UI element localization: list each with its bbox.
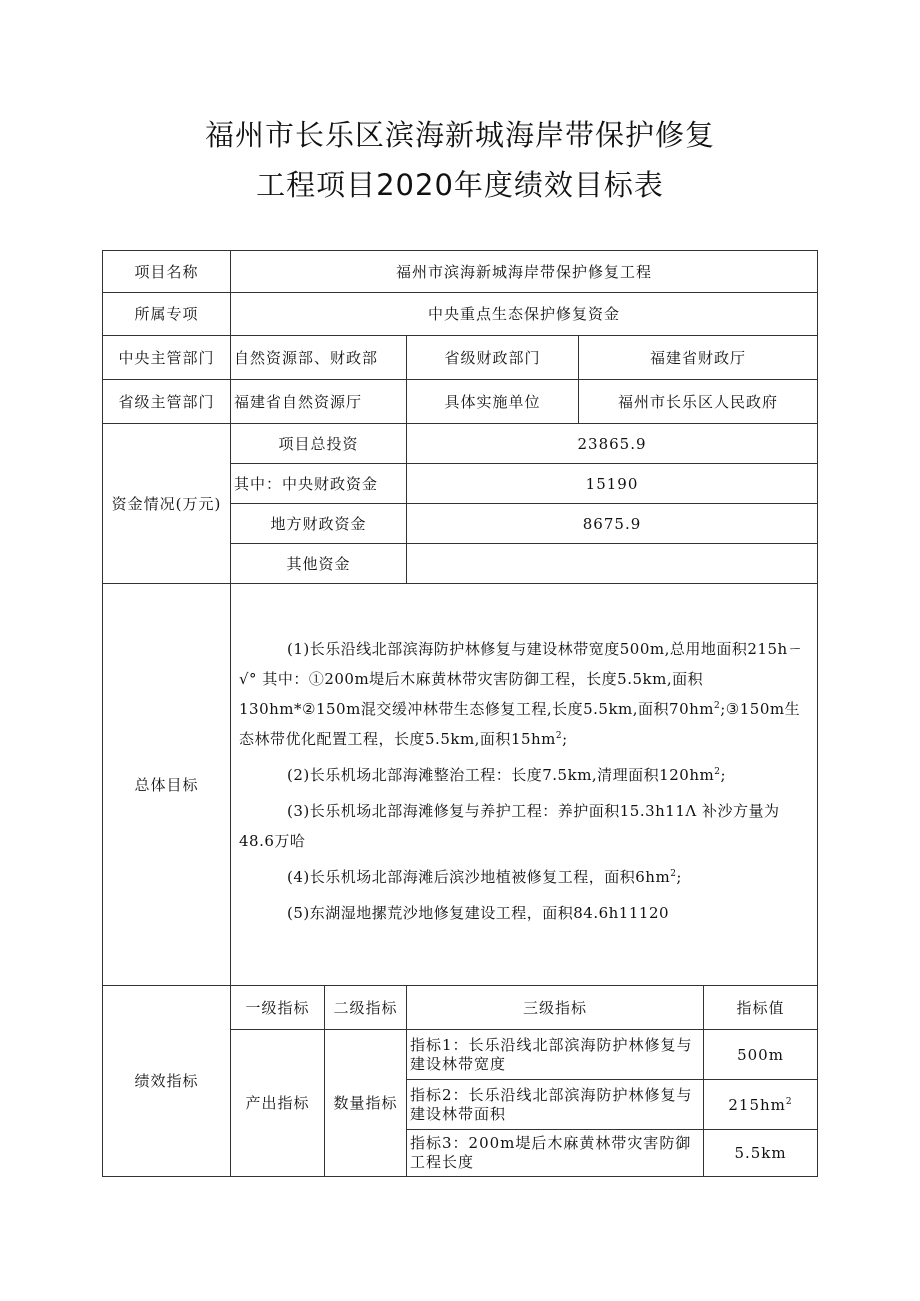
funds-central-value: 15190 xyxy=(407,464,818,504)
impl-unit-label: 具体实施单位 xyxy=(407,380,579,424)
prov-dept-label: 省级主管部门 xyxy=(103,380,231,424)
goal-item-5: (5)东湖湿地摞荒沙地修复建设工程，面积84.6h11120 xyxy=(287,904,670,922)
goals-content xyxy=(231,584,818,986)
perf-indicator-2-value: $215hm^2$ xyxy=(704,1080,818,1130)
perf-header-level2: 二级指标 xyxy=(325,986,407,1030)
goal-item-2: (2)长乐机场北部海滩整治工程：长度7.5km,清理面积$120hm^2$; xyxy=(287,766,726,784)
funds-label: 资金情况(万元) xyxy=(103,424,231,584)
central-dept-label: 中央主管部门 xyxy=(103,336,231,380)
prov-dept-value: 福建省自然资源厅 xyxy=(231,380,407,424)
perf-header-level1: 一级指标 xyxy=(231,986,325,1030)
perf-label: 绩效指标 xyxy=(103,986,231,1177)
goal-item-1: (1)长乐沿线北部滨海防护林修复与建设林带宽度500m,总用地面积215hㄧ√° 其中：①200m堤后木麻黄林带灾害防御工程，长度5.5km,面积130hm*②150m混交缓冲林带生态修复工程,长度5.5km,面积$70hm^2;③150m$生态林带优化配置工程，长度5.5km,面积$15hm^2$; xyxy=(239,640,804,748)
project-name-value: 福州市滨海新城海岸带保护修复工程 xyxy=(231,251,818,293)
prov-finance-label: 省级财政部门 xyxy=(407,336,579,380)
funds-other-label: 其他资金 xyxy=(231,544,407,584)
funds-total-value: 23865.9 xyxy=(407,424,818,464)
perf-level1-output: 产出指标 xyxy=(231,1030,325,1177)
impl-unit-value: 福州市长乐区人民政府 xyxy=(579,380,818,424)
doc-title-line2: 工程项目2020年度绩效目标表 xyxy=(256,168,664,202)
prov-finance-value: 福建省财政厅 xyxy=(579,336,818,380)
perf-level2-quantity: 数量指标 xyxy=(325,1030,407,1177)
perf-indicator-3-value: 5.5km xyxy=(704,1130,818,1177)
doc-title-line1: 福州市长乐区滨海新城海岸带保护修复 xyxy=(204,118,715,152)
goal-item-3: (3)长乐机场北部海滩修复与养护工程：养护面积15.3h11Λ 补沙方量为48.6万哈 xyxy=(239,802,780,850)
special-label: 所属专项 xyxy=(103,293,231,336)
funds-central-label: 其中：中央财政资金 xyxy=(231,464,407,504)
perf-indicator-1: 指标1：长乐沿线北部滨海防护林修复与建设林带宽度 xyxy=(407,1030,704,1080)
goal-item-4: (4)长乐机场北部海滩后滨沙地植被修复工程，面积$6hm^2$; xyxy=(287,868,682,886)
project-name-label: 项目名称 xyxy=(103,251,231,293)
central-dept-value: 自然资源部、财政部 xyxy=(231,336,407,380)
funds-other-value xyxy=(407,544,818,584)
perf-indicator-3: 指标3：200m堤后木麻黄林带灾害防御工程长度 xyxy=(407,1130,704,1177)
goals-label: 总体目标 xyxy=(103,584,231,986)
performance-table xyxy=(102,250,818,1177)
funds-total-label: 项目总投资 xyxy=(231,424,407,464)
perf-header-level3: 三级指标 xyxy=(407,986,704,1030)
perf-indicator-1-value: 500m xyxy=(704,1030,818,1080)
perf-indicator-2: 指标2：长乐沿线北部滨海防护林修复与建设林带面积 xyxy=(407,1080,704,1130)
funds-local-value: 8675.9 xyxy=(407,504,818,544)
special-value: 中央重点生态保护修复资金 xyxy=(231,293,818,336)
funds-local-label: 地方财政资金 xyxy=(231,504,407,544)
perf-header-value: 指标值 xyxy=(704,986,818,1030)
